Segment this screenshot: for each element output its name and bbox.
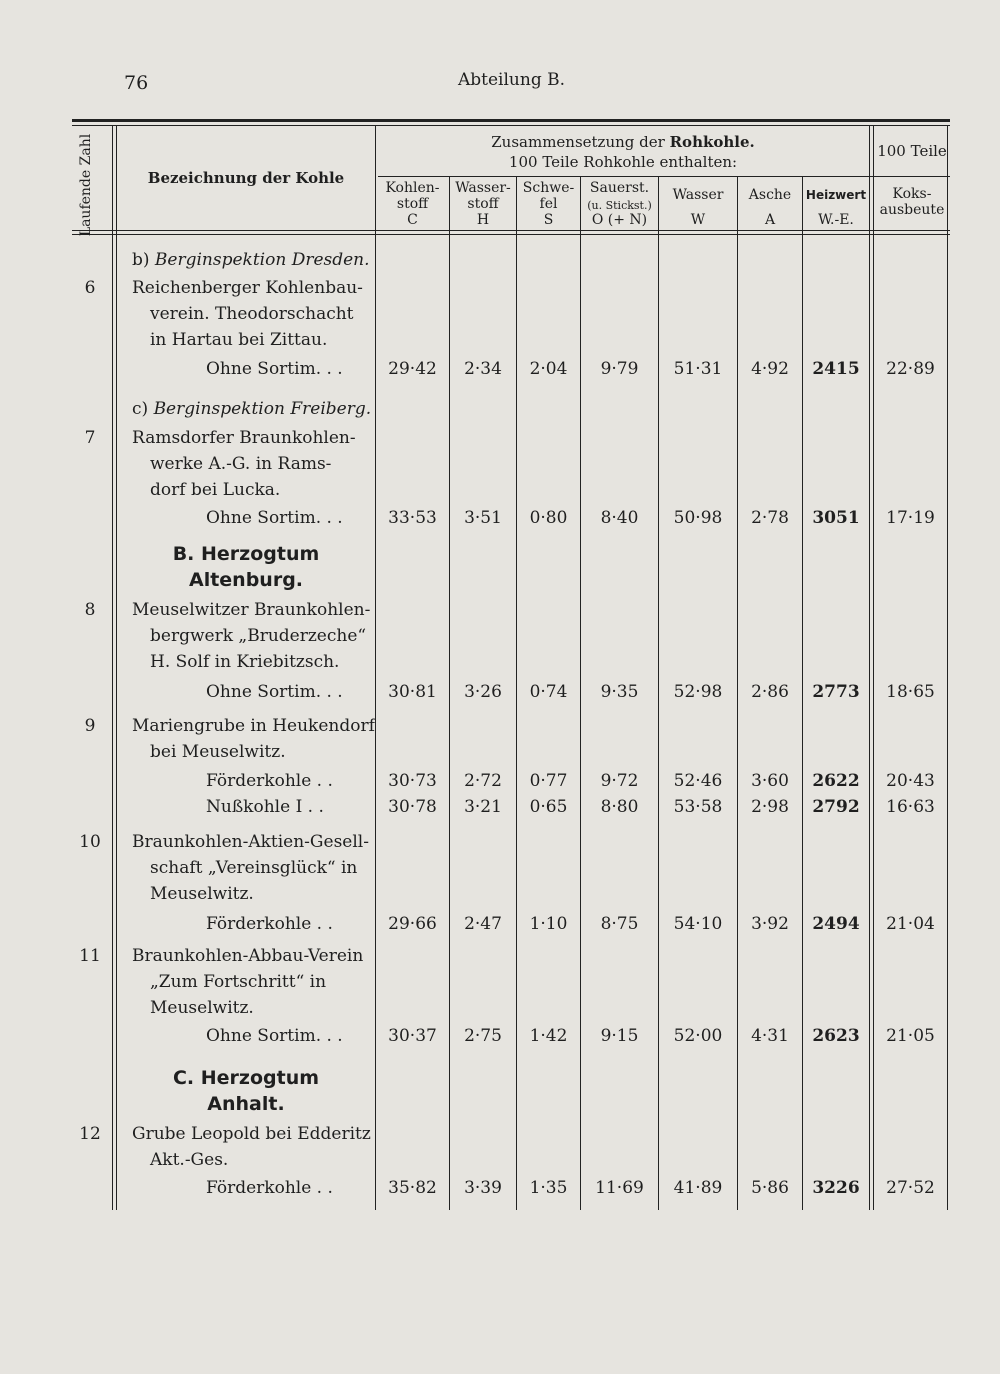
table-cell: 2415 xyxy=(812,359,860,379)
table-cell: 0·74 xyxy=(529,682,568,702)
table-cell: 9·79 xyxy=(600,359,639,379)
table-cell: 17·19 xyxy=(886,508,935,528)
table-cell: 4·31 xyxy=(751,1026,789,1046)
table-cell: 2622 xyxy=(812,771,860,791)
subsection-heading: b) Berginspektion Dresden. xyxy=(132,250,370,270)
table-cell: 52·00 xyxy=(673,1026,723,1046)
table-cell: 35·82 xyxy=(388,1178,437,1198)
table-cell: 2773 xyxy=(812,682,860,702)
table-cell: 2·78 xyxy=(751,508,789,528)
table-cell: 11·69 xyxy=(595,1178,644,1198)
header-koks-top: 100 Teile xyxy=(877,142,947,160)
table-cell: 0·65 xyxy=(529,797,568,817)
subsection-heading: c) Berginspektion Freiberg. xyxy=(132,399,372,419)
table-cell: 50·98 xyxy=(673,508,723,528)
table-cell: 30·73 xyxy=(388,771,437,791)
table-cell: 2·04 xyxy=(529,359,568,379)
table-cell: 29·66 xyxy=(388,914,437,934)
header-laufende-zahl: Laufende Zahl xyxy=(78,133,94,237)
header-group-subtitle: 100 Teile Rohkohle enthalten: xyxy=(508,153,738,171)
section-title: Altenburg. xyxy=(188,569,304,591)
table-cell: 8·80 xyxy=(600,797,639,817)
table-cell: 8·75 xyxy=(600,914,639,934)
section-title: C. Herzogtum xyxy=(172,1067,320,1089)
lfd-number: 10 xyxy=(79,832,101,852)
section-title: B. Herzogtum xyxy=(172,543,320,565)
table-cell: 8·40 xyxy=(600,508,639,528)
table-cell: 2·75 xyxy=(464,1026,502,1046)
table-cell: 1·10 xyxy=(529,914,568,934)
table-cell: 30·81 xyxy=(388,682,437,702)
table-cell: 3051 xyxy=(812,508,860,528)
table-cell: 3·60 xyxy=(751,771,789,791)
table-cell: 21·05 xyxy=(886,1026,935,1046)
header-bezeichnung: Bezeichnung der Kohle xyxy=(147,169,345,187)
lfd-number: 11 xyxy=(79,946,101,966)
table-cell: 53·58 xyxy=(673,797,723,817)
table-cell: 21·04 xyxy=(886,914,935,934)
table-cell: 0·80 xyxy=(529,508,568,528)
table-cell: 9·15 xyxy=(600,1026,639,1046)
table-cell: 9·35 xyxy=(600,682,639,702)
table-cell: 2494 xyxy=(812,914,860,934)
table-cell: 30·78 xyxy=(388,797,437,817)
table-cell: 3·92 xyxy=(751,914,789,934)
table-cell: 0·77 xyxy=(529,771,568,791)
table-cell: 2·98 xyxy=(751,797,789,817)
table-cell: 2623 xyxy=(812,1026,860,1046)
table-cell: 52·46 xyxy=(673,771,723,791)
table-cell: 5·86 xyxy=(751,1178,789,1198)
lfd-number: 12 xyxy=(79,1124,101,1144)
table-cell: 2·72 xyxy=(464,771,502,791)
lfd-number: 7 xyxy=(84,428,96,448)
table-cell: 20·43 xyxy=(886,771,935,791)
table-cell: 54·10 xyxy=(673,914,723,934)
table-cell: 33·53 xyxy=(388,508,437,528)
table-cell: 4·92 xyxy=(751,359,789,379)
table-cell: 22·89 xyxy=(886,359,935,379)
table-cell: 27·52 xyxy=(886,1178,935,1198)
table-cell: 9·72 xyxy=(600,771,639,791)
lfd-number: 6 xyxy=(84,278,96,298)
table-cell: 3·21 xyxy=(464,797,502,817)
table-cell: 1·42 xyxy=(529,1026,568,1046)
table-cell: 51·31 xyxy=(673,359,723,379)
table-cell: 2·34 xyxy=(464,359,502,379)
page-number: 76 xyxy=(124,72,149,94)
section-title: Anhalt. xyxy=(207,1093,285,1115)
table-cell: 29·42 xyxy=(388,359,437,379)
lfd-number: 9 xyxy=(84,716,96,736)
table-cell: 30·37 xyxy=(388,1026,437,1046)
header-group-title: Zusammensetzung der Rohkohle. xyxy=(491,133,755,151)
table-cell: 16·63 xyxy=(886,797,935,817)
header-koks-bottom: Koks-ausbeute xyxy=(879,186,945,218)
table-cell: 3·26 xyxy=(464,682,502,702)
table-cell: 52·98 xyxy=(673,682,723,702)
table-cell: 2·47 xyxy=(464,914,502,934)
lfd-number: 8 xyxy=(84,600,96,620)
table-cell: 2792 xyxy=(812,797,860,817)
running-head: Abteilung B. xyxy=(458,70,566,90)
table-cell: 41·89 xyxy=(673,1178,723,1198)
table-cell: 3226 xyxy=(812,1178,860,1198)
table-cell: 2·86 xyxy=(751,682,789,702)
table-cell: 18·65 xyxy=(886,682,935,702)
table-cell: 1·35 xyxy=(529,1178,568,1198)
table-cell: 3·39 xyxy=(464,1178,502,1198)
table-cell: 3·51 xyxy=(464,508,502,528)
